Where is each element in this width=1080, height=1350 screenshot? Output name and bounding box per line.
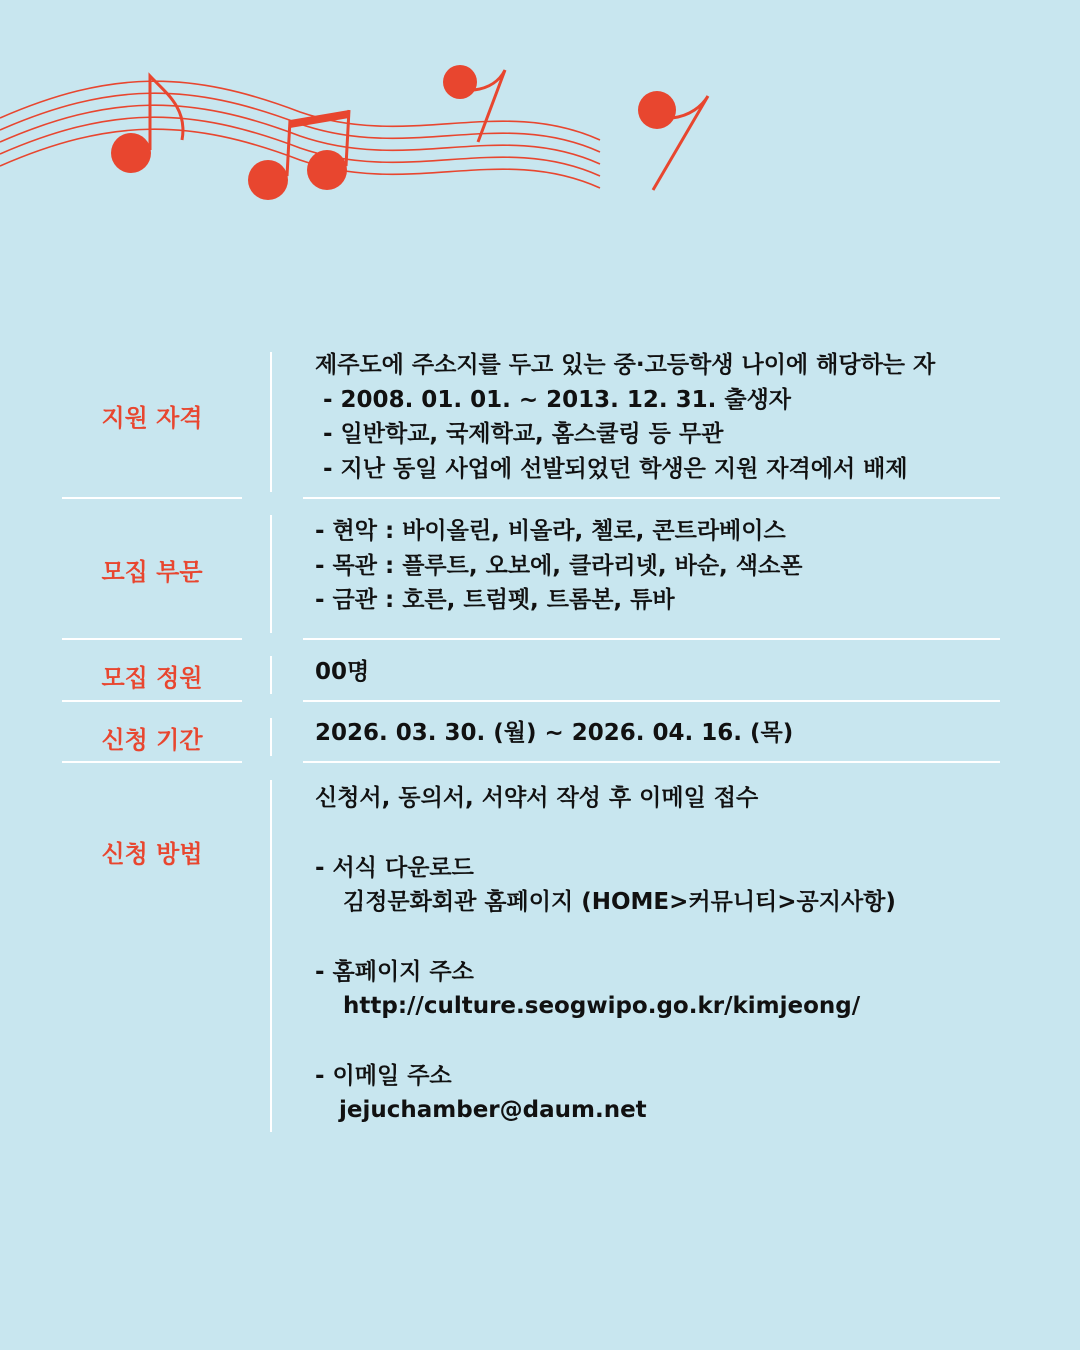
period-label: 신청 기간	[101, 726, 203, 754]
homepage-title: - 홈페이지 주소	[315, 958, 474, 985]
divider-horizontal	[62, 761, 242, 763]
divider-vertical	[270, 515, 272, 633]
divider-horizontal	[303, 497, 1000, 499]
divider-vertical	[270, 656, 272, 694]
category-label: 모집 부문	[101, 558, 203, 586]
eligibility-line: - 일반학교, 국제학교, 홈스쿨링 등 무관	[323, 421, 724, 447]
method-content	[315, 781, 896, 1128]
divider-horizontal	[62, 638, 242, 640]
homepage-url-link[interactable]: http://culture.seogwipo.go.kr/kimjeong/	[343, 993, 861, 1019]
quota-value: 00명	[315, 659, 370, 685]
eligibility-label: 지원 자격	[101, 404, 203, 432]
eligibility-line: - 2008. 01. 01. ~ 2013. 12. 31. 출생자	[323, 386, 792, 413]
category-line: - 현악 : 바이올린, 비올라, 첼로, 콘트라베이스	[315, 518, 786, 544]
eligibility-line: - 지난 동일 사업에 선발되었던 학생은 지원 자격에서 배제	[323, 455, 908, 482]
method-intro: 신청서, 동의서, 서약서 작성 후 이메일 접수	[315, 785, 759, 811]
music-staff-decoration	[0, 0, 1080, 240]
category-line: - 목관 : 플루트, 오보에, 클라리넷, 바순, 색소폰	[315, 552, 803, 579]
eligibility-line: 제주도에 주소지를 두고 있는 중·고등학생 나이에 해당하는 자	[315, 352, 936, 378]
category-line: - 금관 : 호른, 트럼펫, 트롬본, 튜바	[315, 587, 675, 613]
email-title: - 이메일 주소	[315, 1062, 452, 1089]
download-title: - 서식 다운로드	[315, 854, 474, 881]
divider-horizontal	[62, 497, 242, 499]
period-value: 2026. 03. 30. (월) ~ 2026. 04. 16. (목)	[315, 720, 794, 746]
method-label: 신청 방법	[101, 840, 203, 868]
divider-vertical	[270, 718, 272, 756]
divider-horizontal	[303, 700, 1000, 702]
divider-vertical	[270, 352, 272, 492]
divider-horizontal	[303, 761, 1000, 763]
quota-label: 모집 정원	[101, 664, 203, 692]
eligibility-content	[315, 348, 935, 486]
divider-horizontal	[303, 638, 1000, 640]
divider-vertical	[270, 780, 272, 1132]
eighth-note-icon	[111, 76, 183, 173]
category-content	[315, 514, 802, 618]
eighth-note-icon	[638, 91, 708, 190]
download-path: 김정문화회관 홈페이지 (HOME>커뮤니티>공지사항)	[343, 889, 896, 915]
divider-horizontal	[62, 700, 242, 702]
eighth-note-icon	[443, 65, 505, 142]
email-address-link[interactable]: jejuchamber@daum.net	[339, 1097, 647, 1123]
